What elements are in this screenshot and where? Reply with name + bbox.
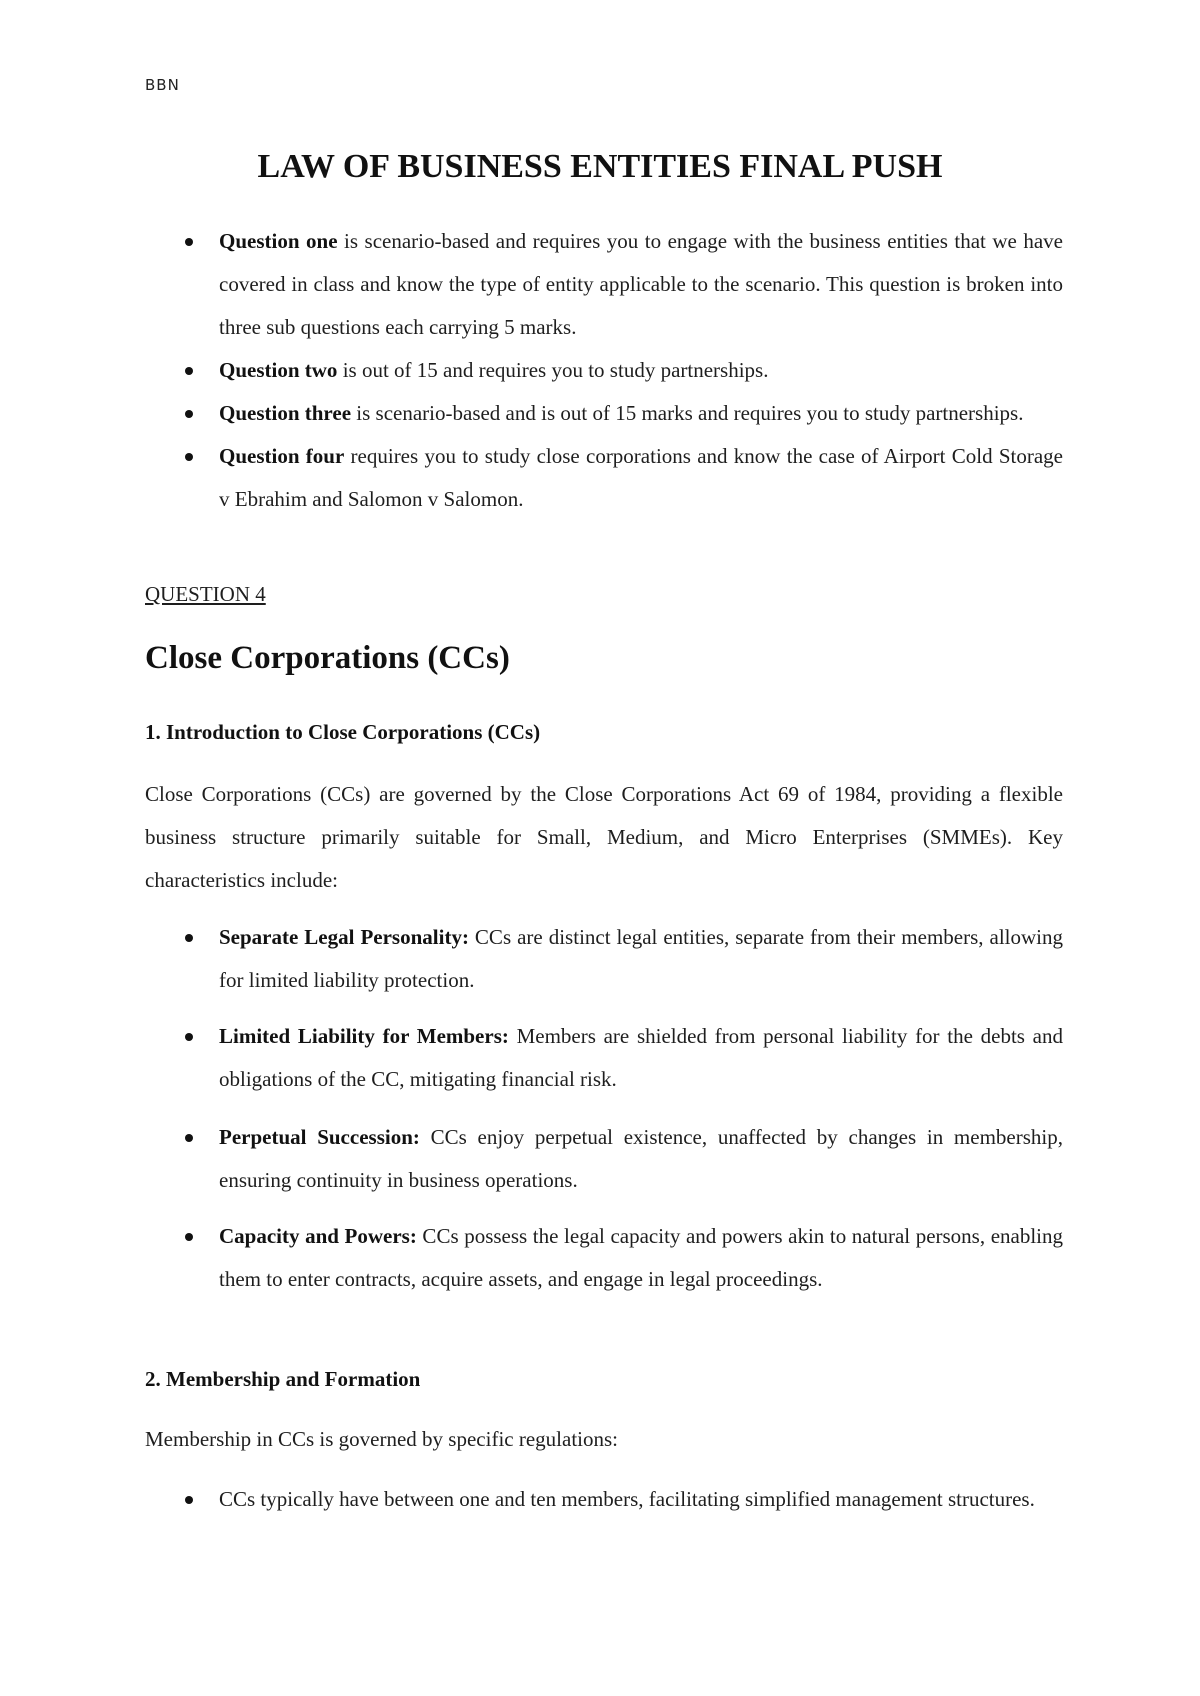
question-label: QUESTION 4: [145, 582, 266, 606]
list-item: Capacity and Powers: CCs possess the legal capacity and powers akin to natural persons, enabling them to enter contracts, acquire assets, and engage in legal proceedings.: [145, 1215, 1063, 1301]
intro-item-block: [145, 1215, 1063, 1301]
bullet-icon: [185, 238, 193, 246]
bullet-icon: [185, 410, 193, 418]
bullet-icon: [185, 1134, 193, 1142]
list-item: Separate Legal Personality: CCs are distinct legal entities, separate from their members, allowing for limited liability protection.: [145, 916, 1063, 1002]
bullet-icon: [185, 367, 193, 375]
bullet-icon: [185, 934, 193, 942]
bullet-icon: [185, 453, 193, 461]
list-item: Limited Liability for Members: Members are shielded from personal liability for the debts and obligations of the CC, mitigating financial risk.: [145, 1015, 1063, 1101]
intro-item-block: [145, 916, 1063, 1002]
document-title: LAW OF BUSINESS ENTITIES FINAL PUSH: [257, 148, 943, 185]
header-tag: BBN: [145, 76, 180, 94]
bullet-icon: [185, 1496, 193, 1504]
list-item: Perpetual Succession: CCs enjoy perpetual existence, unaffected by changes in membership, ensuring continuity in business operations.: [145, 1116, 1063, 1202]
membership-heading: 2. Membership and Formation: [145, 1367, 421, 1391]
intro-paragraph: Close Corporations (CCs) are governed by the Close Corporations Act 69 of 1984, providing a flexible business structure primarily suitable for Small, Medium, and Micro Enterprises (SMMEs). Key characteristics include:: [145, 782, 1063, 892]
list-item: Question four requires you to study close corporations and know the case of Airport Cold Storage v Ebrahim and Salomon v Salomon.: [145, 435, 1063, 521]
intro-item-block: [145, 1015, 1063, 1101]
list-item: Question two is out of 15 and requires you to study partnerships.: [145, 349, 1063, 392]
list-item: Question one is scenario-based and requires you to engage with the business entities that we have covered in class and know the type of entity applicable to the scenario. This question is broken into three sub questions each carrying 5 marks.: [145, 220, 1063, 349]
question-summary-list: [145, 220, 1063, 521]
section-title: Close Corporations (CCs): [145, 640, 510, 676]
bullet-icon: [185, 1233, 193, 1241]
intro-item-block: [145, 1116, 1063, 1202]
list-item: CCs typically have between one and ten members, facilitating simplified management structures.: [145, 1478, 1063, 1521]
list-item: Question three is scenario-based and is out of 15 marks and requires you to study partnerships.: [145, 392, 1063, 435]
intro-heading: 1. Introduction to Close Corporations (CCs): [145, 720, 541, 744]
membership-item-block: [145, 1478, 1063, 1521]
bullet-icon: [185, 1033, 193, 1041]
membership-paragraph: Membership in CCs is governed by specific regulations:: [145, 1427, 619, 1451]
